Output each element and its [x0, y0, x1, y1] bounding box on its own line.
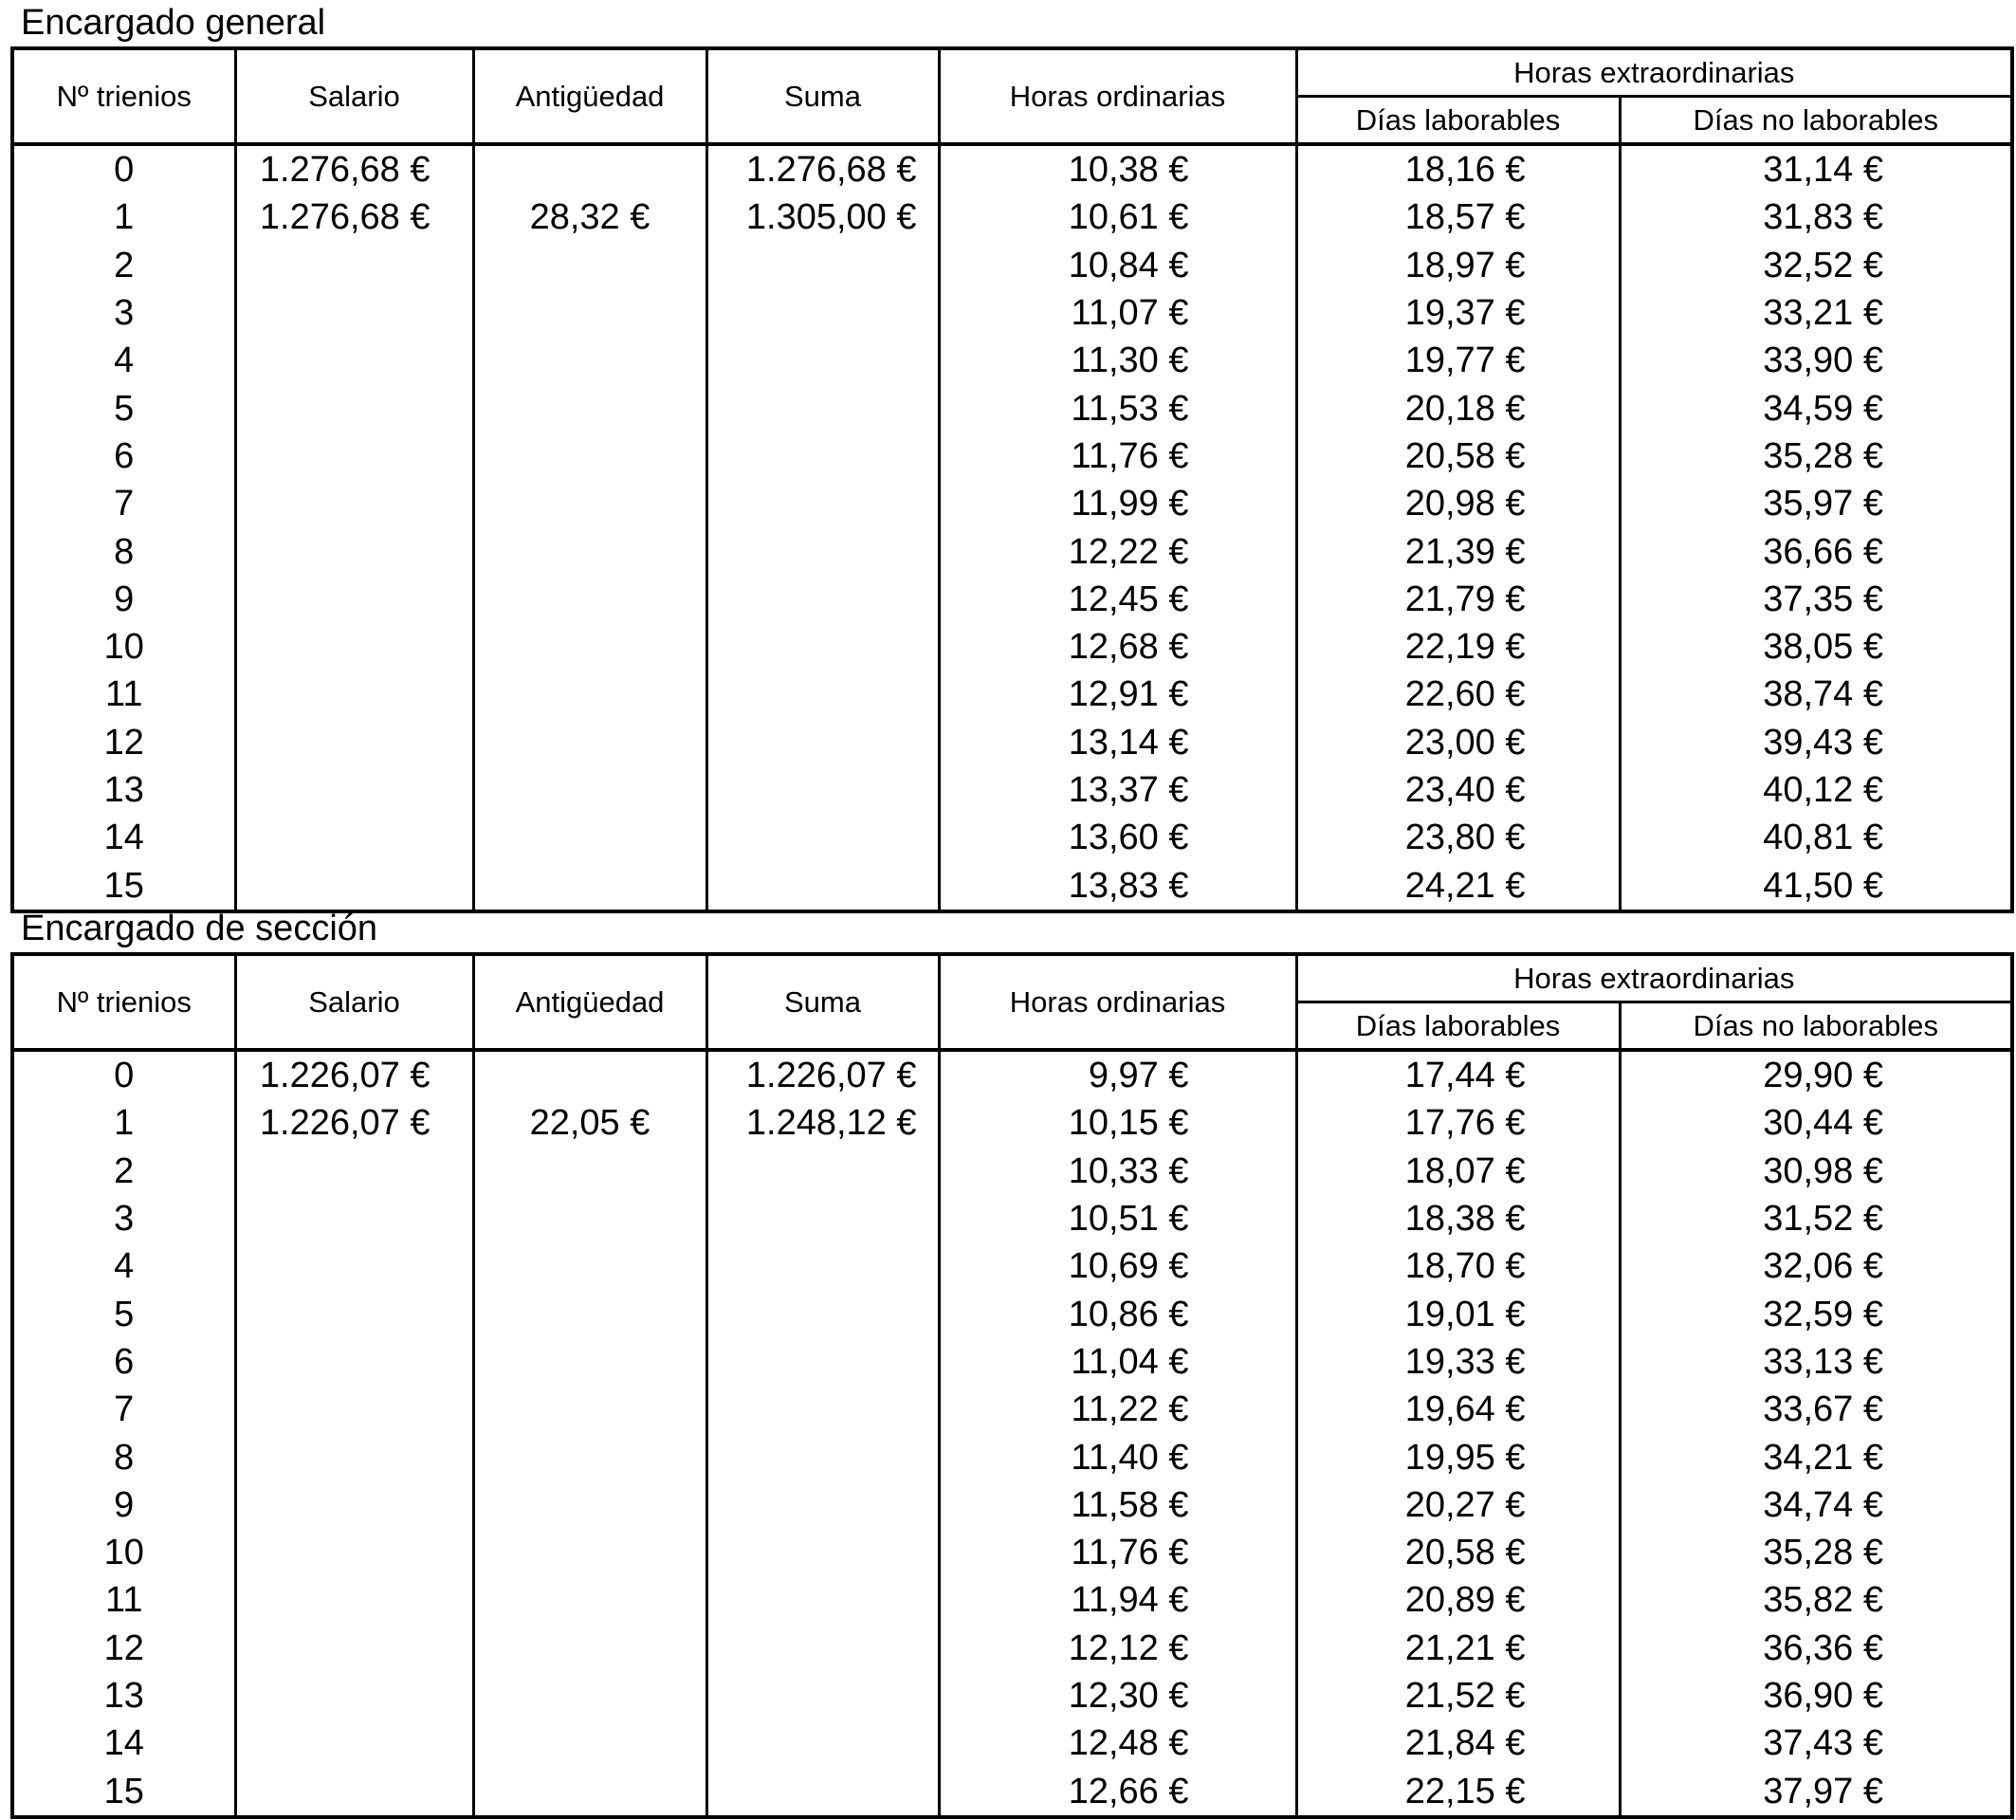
- table-row: [12, 289, 2012, 337]
- cell-horas-ordinarias: 11,53 €: [939, 384, 1296, 432]
- cell-trienios: 3: [12, 1195, 235, 1242]
- cell-antiguedad: [473, 1290, 706, 1337]
- cell-trienios: 11: [12, 1576, 235, 1624]
- cell-dias-no-laborables: 36,66 €: [1620, 527, 2012, 575]
- cell-salario: 1.226,07 €: [235, 1050, 473, 1099]
- table-row: [12, 1719, 2012, 1767]
- cell-trienios: 2: [12, 242, 235, 289]
- cell-dias-laborables: 19,01 €: [1296, 1290, 1620, 1337]
- cell-dias-laborables: 24,21 €: [1296, 861, 1620, 910]
- cell-dias-no-laborables: 39,43 €: [1620, 719, 2012, 766]
- cell-dias-no-laborables: 41,50 €: [1620, 861, 2012, 910]
- cell-salario: [235, 384, 473, 432]
- table-row: [12, 1625, 2012, 1672]
- cell-horas-ordinarias: 11,99 €: [939, 480, 1296, 527]
- cell-salario: 1.226,07 €: [235, 1099, 473, 1147]
- cell-dias-no-laborables: 35,97 €: [1620, 480, 2012, 527]
- cell-dias-laborables: 21,21 €: [1296, 1625, 1620, 1672]
- cell-suma: [706, 480, 939, 527]
- cell-dias-no-laborables: 32,52 €: [1620, 242, 2012, 289]
- cell-salario: [235, 1719, 473, 1767]
- cell-antiguedad: [473, 1386, 706, 1433]
- cell-dias-no-laborables: 35,28 €: [1620, 432, 2012, 480]
- cell-dias-laborables: 20,98 €: [1296, 480, 1620, 527]
- cell-dias-no-laborables: 31,52 €: [1620, 1195, 2012, 1242]
- cell-suma: [706, 242, 939, 289]
- cell-trienios: 14: [12, 814, 235, 861]
- cell-horas-ordinarias: 13,14 €: [939, 719, 1296, 766]
- cell-dias-laborables: 22,19 €: [1296, 623, 1620, 671]
- table-row: [12, 1767, 2012, 1816]
- cell-trienios: 12: [12, 719, 235, 766]
- cell-antiguedad: 28,32 €: [473, 193, 706, 241]
- cell-trienios: 2: [12, 1148, 235, 1195]
- cell-horas-ordinarias: 13,37 €: [939, 766, 1296, 814]
- section-title: Encargado general: [21, 3, 326, 43]
- cell-dias-no-laborables: 34,74 €: [1620, 1481, 2012, 1529]
- cell-dias-laborables: 17,76 €: [1296, 1099, 1620, 1147]
- table-row: [12, 144, 2012, 193]
- cell-suma: [706, 1719, 939, 1767]
- cell-suma: 1.248,12 €: [706, 1099, 939, 1147]
- cell-suma: [706, 1195, 939, 1242]
- cell-horas-ordinarias: 11,76 €: [939, 432, 1296, 480]
- cell-horas-ordinarias: 12,68 €: [939, 623, 1296, 671]
- cell-antiguedad: 22,05 €: [473, 1099, 706, 1147]
- table-row: [12, 527, 2012, 575]
- table-row: [12, 766, 2012, 814]
- cell-horas-ordinarias: 9,97 €: [939, 1050, 1296, 1099]
- header-horas-extraordinarias: Horas extraordinarias: [1296, 954, 2012, 1002]
- cell-horas-ordinarias: 12,66 €: [939, 1767, 1296, 1816]
- cell-suma: [706, 814, 939, 861]
- header-salario: Salario: [235, 48, 473, 144]
- cell-suma: 1.276,68 €: [706, 144, 939, 193]
- cell-trienios: 6: [12, 432, 235, 480]
- header-horas-ordinarias: Horas ordinarias: [939, 954, 1296, 1050]
- cell-horas-ordinarias: 12,48 €: [939, 1719, 1296, 1767]
- table-row: [12, 1148, 2012, 1195]
- cell-suma: [706, 1672, 939, 1719]
- cell-trienios: 1: [12, 193, 235, 241]
- cell-suma: [706, 1625, 939, 1672]
- cell-dias-no-laborables: 30,98 €: [1620, 1148, 2012, 1195]
- cell-horas-ordinarias: 11,04 €: [939, 1338, 1296, 1386]
- cell-dias-laborables: 23,80 €: [1296, 814, 1620, 861]
- cell-suma: [706, 671, 939, 718]
- cell-salario: [235, 1481, 473, 1529]
- cell-dias-no-laborables: 33,67 €: [1620, 1386, 2012, 1433]
- cell-dias-no-laborables: 40,12 €: [1620, 766, 2012, 814]
- cell-trienios: 9: [12, 1481, 235, 1529]
- cell-salario: [235, 1433, 473, 1480]
- cell-trienios: 5: [12, 384, 235, 432]
- table-row: [12, 1290, 2012, 1337]
- cell-horas-ordinarias: 10,86 €: [939, 1290, 1296, 1337]
- cell-dias-laborables: 21,84 €: [1296, 1719, 1620, 1767]
- cell-dias-laborables: 18,16 €: [1296, 144, 1620, 193]
- cell-trienios: 7: [12, 1386, 235, 1433]
- table-row: [12, 1338, 2012, 1386]
- cell-salario: [235, 1242, 473, 1290]
- cell-horas-ordinarias: 11,22 €: [939, 1386, 1296, 1433]
- cell-dias-laborables: 23,00 €: [1296, 719, 1620, 766]
- header-trienios: Nº trienios: [12, 48, 235, 144]
- cell-salario: [235, 719, 473, 766]
- cell-suma: [706, 1576, 939, 1624]
- cell-salario: [235, 576, 473, 623]
- cell-salario: 1.276,68 €: [235, 144, 473, 193]
- cell-dias-no-laborables: 36,90 €: [1620, 1672, 2012, 1719]
- cell-horas-ordinarias: 12,30 €: [939, 1672, 1296, 1719]
- header-antiguedad: Antigüedad: [473, 954, 706, 1050]
- table-row: [12, 1672, 2012, 1719]
- cell-suma: [706, 576, 939, 623]
- cell-dias-laborables: 20,58 €: [1296, 1529, 1620, 1576]
- cell-trienios: 0: [12, 1050, 235, 1099]
- cell-trienios: 6: [12, 1338, 235, 1386]
- table-row: [12, 671, 2012, 718]
- cell-antiguedad: [473, 384, 706, 432]
- cell-suma: [706, 384, 939, 432]
- cell-antiguedad: [473, 1576, 706, 1624]
- header-dias-laborables: Días laborables: [1296, 1002, 1620, 1051]
- cell-trienios: 15: [12, 861, 235, 910]
- table-row: [12, 576, 2012, 623]
- table-row: [12, 337, 2012, 384]
- cell-dias-laborables: 22,15 €: [1296, 1767, 1620, 1816]
- table-row: [12, 814, 2012, 861]
- cell-salario: [235, 289, 473, 337]
- cell-suma: [706, 1767, 939, 1816]
- table-row: [12, 193, 2012, 241]
- header-trienios: Nº trienios: [12, 954, 235, 1050]
- table-row: [12, 1050, 2012, 1099]
- cell-dias-no-laborables: 31,14 €: [1620, 144, 2012, 193]
- cell-antiguedad: [473, 1050, 706, 1099]
- cell-horas-ordinarias: 11,40 €: [939, 1433, 1296, 1480]
- cell-dias-laborables: 20,18 €: [1296, 384, 1620, 432]
- cell-dias-laborables: 21,52 €: [1296, 1672, 1620, 1719]
- cell-suma: [706, 623, 939, 671]
- cell-dias-laborables: 20,89 €: [1296, 1576, 1620, 1624]
- cell-salario: [235, 1290, 473, 1337]
- cell-suma: [706, 1148, 939, 1195]
- cell-horas-ordinarias: 11,07 €: [939, 289, 1296, 337]
- cell-antiguedad: [473, 1242, 706, 1290]
- cell-salario: [235, 480, 473, 527]
- cell-suma: [706, 289, 939, 337]
- cell-horas-ordinarias: 10,33 €: [939, 1148, 1296, 1195]
- cell-dias-laborables: 22,60 €: [1296, 671, 1620, 718]
- cell-horas-ordinarias: 12,45 €: [939, 576, 1296, 623]
- cell-suma: 1.226,07 €: [706, 1050, 939, 1099]
- cell-dias-no-laborables: 37,97 €: [1620, 1767, 2012, 1816]
- table-row: [12, 1576, 2012, 1624]
- cell-suma: [706, 1386, 939, 1433]
- cell-trienios: 15: [12, 1767, 235, 1816]
- header-dias-no-laborables: Días no laborables: [1620, 97, 2012, 145]
- section-title: Encargado de sección: [21, 909, 378, 948]
- cell-suma: [706, 1242, 939, 1290]
- cell-dias-no-laborables: 36,36 €: [1620, 1625, 2012, 1672]
- table-row: [12, 719, 2012, 766]
- cell-dias-no-laborables: 38,05 €: [1620, 623, 2012, 671]
- cell-dias-laborables: 19,37 €: [1296, 289, 1620, 337]
- cell-antiguedad: [473, 1625, 706, 1672]
- header-suma: Suma: [706, 48, 939, 144]
- cell-salario: [235, 1529, 473, 1576]
- cell-trienios: 8: [12, 1433, 235, 1480]
- cell-antiguedad: [473, 766, 706, 814]
- cell-suma: [706, 1338, 939, 1386]
- cell-antiguedad: [473, 719, 706, 766]
- cell-trienios: 7: [12, 480, 235, 527]
- cell-antiguedad: [473, 1338, 706, 1386]
- table-row: [12, 432, 2012, 480]
- cell-dias-no-laborables: 35,82 €: [1620, 1576, 2012, 1624]
- cell-dias-no-laborables: 34,59 €: [1620, 384, 2012, 432]
- cell-dias-laborables: 20,58 €: [1296, 432, 1620, 480]
- cell-salario: [235, 671, 473, 718]
- cell-dias-no-laborables: 35,28 €: [1620, 1529, 2012, 1576]
- cell-suma: [706, 766, 939, 814]
- cell-antiguedad: [473, 1195, 706, 1242]
- cell-salario: [235, 861, 473, 910]
- cell-dias-no-laborables: 29,90 €: [1620, 1050, 2012, 1099]
- table-row: [12, 861, 2012, 910]
- header-antiguedad: Antigüedad: [473, 48, 706, 144]
- cell-dias-laborables: 18,57 €: [1296, 193, 1620, 241]
- cell-antiguedad: [473, 576, 706, 623]
- cell-horas-ordinarias: 12,22 €: [939, 527, 1296, 575]
- cell-dias-laborables: 19,33 €: [1296, 1338, 1620, 1386]
- cell-suma: [706, 861, 939, 910]
- cell-dias-no-laborables: 34,21 €: [1620, 1433, 2012, 1480]
- cell-trienios: 13: [12, 1672, 235, 1719]
- cell-dias-laborables: 19,64 €: [1296, 1386, 1620, 1433]
- cell-horas-ordinarias: 12,12 €: [939, 1625, 1296, 1672]
- cell-antiguedad: [473, 1672, 706, 1719]
- cell-salario: [235, 1386, 473, 1433]
- cell-salario: [235, 1338, 473, 1386]
- table-row: [12, 384, 2012, 432]
- header-salario: Salario: [235, 954, 473, 1050]
- cell-dias-laborables: 18,38 €: [1296, 1195, 1620, 1242]
- cell-dias-laborables: 18,97 €: [1296, 242, 1620, 289]
- cell-dias-laborables: 21,79 €: [1296, 576, 1620, 623]
- cell-trienios: 1: [12, 1099, 235, 1147]
- cell-horas-ordinarias: 10,51 €: [939, 1195, 1296, 1242]
- cell-horas-ordinarias: 13,83 €: [939, 861, 1296, 910]
- cell-suma: [706, 527, 939, 575]
- cell-trienios: 14: [12, 1719, 235, 1767]
- cell-dias-no-laborables: 40,81 €: [1620, 814, 2012, 861]
- cell-trienios: 10: [12, 1529, 235, 1576]
- salary-table-encargado-de-seccion: [10, 952, 2014, 1819]
- cell-trienios: 5: [12, 1290, 235, 1337]
- cell-suma: [706, 1433, 939, 1480]
- cell-antiguedad: [473, 1148, 706, 1195]
- cell-antiguedad: [473, 671, 706, 718]
- salary-table-encargado-general: [10, 46, 2014, 913]
- cell-dias-no-laborables: 32,06 €: [1620, 1242, 2012, 1290]
- cell-dias-laborables: 19,77 €: [1296, 337, 1620, 384]
- cell-salario: [235, 432, 473, 480]
- cell-antiguedad: [473, 527, 706, 575]
- table-row: [12, 1529, 2012, 1576]
- table-row: [12, 1481, 2012, 1529]
- cell-salario: [235, 1767, 473, 1816]
- cell-trienios: 10: [12, 623, 235, 671]
- cell-salario: [235, 527, 473, 575]
- cell-antiguedad: [473, 289, 706, 337]
- cell-dias-laborables: 18,70 €: [1296, 1242, 1620, 1290]
- table-row: [12, 480, 2012, 527]
- table-row: [12, 1099, 2012, 1147]
- cell-antiguedad: [473, 1433, 706, 1480]
- header-dias-laborables: Días laborables: [1296, 97, 1620, 145]
- table-row: [12, 623, 2012, 671]
- cell-dias-no-laborables: 37,43 €: [1620, 1719, 2012, 1767]
- cell-trienios: 12: [12, 1625, 235, 1672]
- cell-antiguedad: [473, 242, 706, 289]
- cell-dias-no-laborables: 38,74 €: [1620, 671, 2012, 718]
- cell-antiguedad: [473, 623, 706, 671]
- cell-dias-no-laborables: 32,59 €: [1620, 1290, 2012, 1337]
- cell-antiguedad: [473, 144, 706, 193]
- cell-trienios: 3: [12, 289, 235, 337]
- cell-antiguedad: [473, 1767, 706, 1816]
- cell-horas-ordinarias: 11,30 €: [939, 337, 1296, 384]
- cell-suma: [706, 1290, 939, 1337]
- header-dias-no-laborables: Días no laborables: [1620, 1002, 2012, 1051]
- cell-salario: [235, 1148, 473, 1195]
- cell-horas-ordinarias: 11,94 €: [939, 1576, 1296, 1624]
- cell-dias-laborables: 18,07 €: [1296, 1148, 1620, 1195]
- cell-dias-laborables: 23,40 €: [1296, 766, 1620, 814]
- header-horas-ordinarias: Horas ordinarias: [939, 48, 1296, 144]
- cell-dias-no-laborables: 31,83 €: [1620, 193, 2012, 241]
- table-row: [12, 1195, 2012, 1242]
- cell-dias-no-laborables: 37,35 €: [1620, 576, 2012, 623]
- cell-dias-laborables: 19,95 €: [1296, 1433, 1620, 1480]
- cell-horas-ordinarias: 10,15 €: [939, 1099, 1296, 1147]
- cell-salario: [235, 766, 473, 814]
- cell-antiguedad: [473, 480, 706, 527]
- cell-salario: [235, 337, 473, 384]
- cell-suma: [706, 1529, 939, 1576]
- cell-antiguedad: [473, 1481, 706, 1529]
- cell-antiguedad: [473, 1529, 706, 1576]
- header-horas-extraordinarias: Horas extraordinarias: [1296, 48, 2012, 97]
- cell-trienios: 8: [12, 527, 235, 575]
- cell-trienios: 0: [12, 144, 235, 193]
- cell-dias-no-laborables: 33,13 €: [1620, 1338, 2012, 1386]
- cell-dias-laborables: 21,39 €: [1296, 527, 1620, 575]
- table-row: [12, 1433, 2012, 1480]
- cell-horas-ordinarias: 11,58 €: [939, 1481, 1296, 1529]
- cell-suma: [706, 432, 939, 480]
- cell-horas-ordinarias: 13,60 €: [939, 814, 1296, 861]
- cell-dias-laborables: 17,44 €: [1296, 1050, 1620, 1099]
- table-body: [12, 144, 2012, 911]
- cell-salario: [235, 1625, 473, 1672]
- cell-dias-laborables: 20,27 €: [1296, 1481, 1620, 1529]
- cell-trienios: 13: [12, 766, 235, 814]
- cell-dias-no-laborables: 33,90 €: [1620, 337, 2012, 384]
- cell-trienios: 11: [12, 671, 235, 718]
- table-row: [12, 1242, 2012, 1290]
- cell-trienios: 9: [12, 576, 235, 623]
- cell-suma: 1.305,00 €: [706, 193, 939, 241]
- cell-trienios: 4: [12, 1242, 235, 1290]
- cell-suma: [706, 1481, 939, 1529]
- cell-horas-ordinarias: 10,84 €: [939, 242, 1296, 289]
- cell-salario: [235, 1195, 473, 1242]
- cell-horas-ordinarias: 10,38 €: [939, 144, 1296, 193]
- cell-horas-ordinarias: 10,61 €: [939, 193, 1296, 241]
- cell-horas-ordinarias: 10,69 €: [939, 1242, 1296, 1290]
- cell-suma: [706, 337, 939, 384]
- cell-salario: [235, 1576, 473, 1624]
- table-row: [12, 1386, 2012, 1433]
- cell-antiguedad: [473, 1719, 706, 1767]
- cell-antiguedad: [473, 814, 706, 861]
- cell-dias-no-laborables: 33,21 €: [1620, 289, 2012, 337]
- cell-salario: [235, 1672, 473, 1719]
- cell-horas-ordinarias: 12,91 €: [939, 671, 1296, 718]
- cell-suma: [706, 719, 939, 766]
- cell-antiguedad: [473, 861, 706, 910]
- cell-antiguedad: [473, 337, 706, 384]
- header-suma: Suma: [706, 954, 939, 1050]
- cell-antiguedad: [473, 432, 706, 480]
- cell-salario: [235, 242, 473, 289]
- cell-salario: 1.276,68 €: [235, 193, 473, 241]
- cell-salario: [235, 814, 473, 861]
- cell-horas-ordinarias: 11,76 €: [939, 1529, 1296, 1576]
- cell-dias-no-laborables: 30,44 €: [1620, 1099, 2012, 1147]
- cell-salario: [235, 623, 473, 671]
- cell-trienios: 4: [12, 337, 235, 384]
- table-row: [12, 242, 2012, 289]
- table-body: [12, 1050, 2012, 1817]
